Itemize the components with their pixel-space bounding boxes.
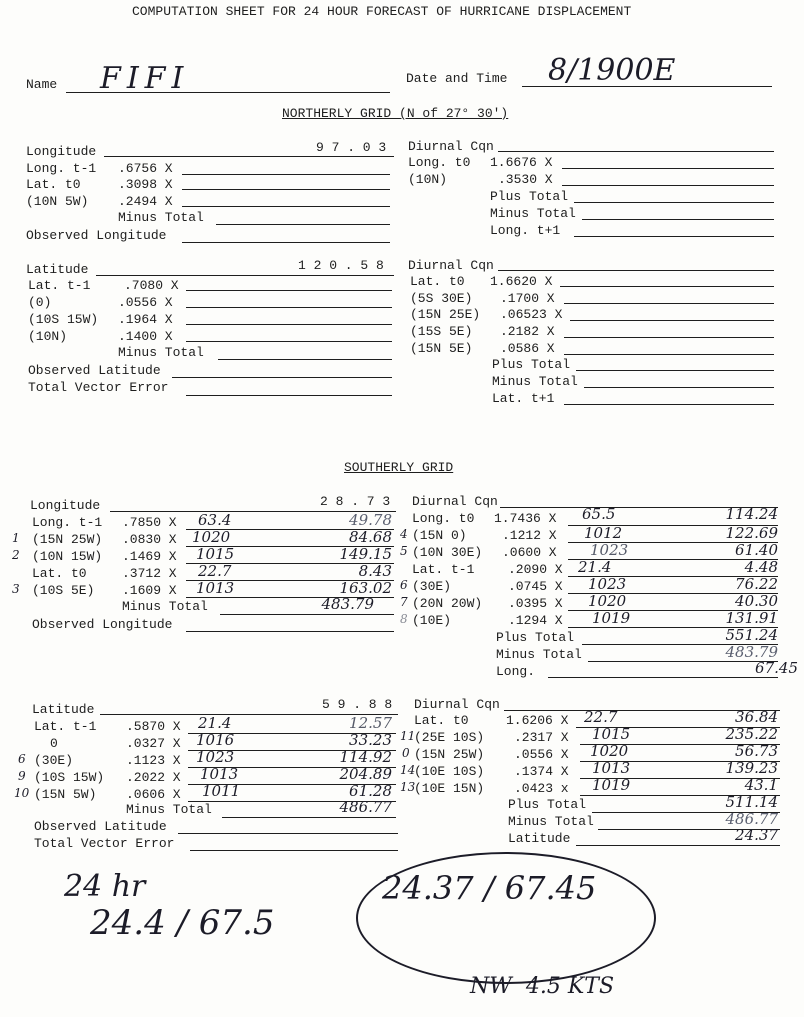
south-lat-diurnal-row-mark: 14 xyxy=(400,763,416,777)
south-lon-row-coef: .1469 X xyxy=(122,549,177,564)
south-lon-row-mark: 2 xyxy=(12,548,20,562)
north-lat-diurnal-minus-line xyxy=(584,387,774,388)
southerly-grid-title: SOUTHERLY GRID xyxy=(344,460,454,475)
north-lon-diurnal-label: Diurnal Cqn xyxy=(408,139,494,154)
south-lon-diurnal-row-mark: 5 xyxy=(400,544,408,558)
south-lat-row-mark: 10 xyxy=(14,786,30,800)
north-lat-row-label: (10S 15W) xyxy=(28,312,99,327)
south-lon-diurnal-row-mark: 7 xyxy=(400,595,408,609)
north-lon-row-label: (10N 5W) xyxy=(26,194,89,209)
south-lon-diurnal-plus-value: 551.24 xyxy=(725,626,778,644)
north-lat-diurnal-row-line xyxy=(564,303,774,304)
north-lat-diurnal-plus: Plus Total xyxy=(492,357,571,372)
south-lon-diurnal-row-result: 131.91 xyxy=(725,609,778,627)
south-lat-diurnal-latitude-value: 24.37 xyxy=(735,826,778,844)
north-lon-diurnal-row-label: Long. t0 xyxy=(408,155,471,170)
south-lon-row-coef: .1609 X xyxy=(122,583,177,598)
south-lon-row-label: (10N 15W) xyxy=(32,549,103,564)
south-lon-diurnal-row-coef: .0395 X xyxy=(508,596,563,611)
south-lon-row-input: 1020 xyxy=(192,528,231,546)
north-lat-diurnal-row-coef: 1.6620 X xyxy=(490,274,553,289)
note-forecast: 24.4 / 67.5 xyxy=(90,903,275,943)
south-lat-row-result: 114.92 xyxy=(339,748,392,766)
south-lon-diurnal-row-input: 1023 xyxy=(590,541,629,559)
south-lon-row-label: Lat. t0 xyxy=(32,566,87,581)
south-lat-row-input: 1011 xyxy=(202,782,241,800)
south-lon-diurnal-row-input: 21.4 xyxy=(578,558,612,576)
south-lon-diurnal-row-coef: .0745 X xyxy=(508,579,563,594)
south-tve-line xyxy=(190,850,398,851)
south-lat-diurnal-row-result: 139.23 xyxy=(725,759,778,777)
south-lon-diurnal-row-result: 114.24 xyxy=(725,505,778,523)
north-observed-longitude-line xyxy=(182,242,390,243)
north-lat-row-coef: .7080 X xyxy=(124,278,179,293)
north-lat-diurnal-lat-t1: Lat. t+1 xyxy=(492,391,555,406)
north-lat-row-label: (10N) xyxy=(28,329,68,344)
south-lat-row-result: 12.57 xyxy=(349,714,392,732)
north-lat-diurnal-row-coef: .06523 X xyxy=(500,307,563,322)
north-lat-diurnal-plus-line xyxy=(576,370,774,371)
north-lat-diurnal-row-label: (15N 25E) xyxy=(410,307,481,322)
south-lat-diurnal-row-coef: .0423 x xyxy=(514,781,569,796)
north-lat-diurnal-row-label: (15N 5E) xyxy=(410,341,473,356)
south-observed-longitude: Observed Longitude xyxy=(32,617,173,632)
north-lon-diurnal-long-t1-line xyxy=(574,236,774,237)
north-lat-diurnal-row-label: Lat. t0 xyxy=(410,274,465,289)
south-lat-diurnal-latitude-line xyxy=(576,845,780,846)
south-lon-row-coef: .0830 X xyxy=(122,532,177,547)
south-lon-diurnal-row-input: 65.5 xyxy=(582,505,616,523)
north-observed-latitude: Observed Latitude xyxy=(28,363,161,378)
south-total-vector-error: Total Vector Error xyxy=(34,836,175,851)
north-lon-row-line xyxy=(182,174,390,175)
north-lat-row-line xyxy=(186,341,392,342)
date-label: Date and Time xyxy=(406,71,508,86)
sheet-title: COMPUTATION SHEET FOR 24 HOUR FORECAST OF HURRICANE DISPLACEMENT xyxy=(132,4,632,19)
note-hours: 24 hr xyxy=(64,869,146,904)
south-lat-diurnal-row-input: 1020 xyxy=(590,742,629,760)
north-latitude-value: 1 2 0 . 5 8 xyxy=(298,258,384,273)
south-lon-row-mark: 3 xyxy=(12,582,20,596)
south-lat-diurnal-row-label: (10E 15N) xyxy=(414,781,485,796)
south-lat-diurnal-plus-value: 511.14 xyxy=(725,793,778,811)
south-observed-longitude-line xyxy=(186,631,394,632)
south-lon-diurnal-label: Diurnal Cqn xyxy=(412,494,498,509)
south-lat-row-label: 0 xyxy=(50,736,58,751)
south-lon-diurnal-row-input: 1020 xyxy=(588,592,627,610)
south-lon-diurnal-row-input: 1019 xyxy=(592,609,631,627)
south-lat-minus-total: Minus Total xyxy=(126,802,212,817)
south-lat-diurnal-row-result: 235.22 xyxy=(725,725,778,743)
north-lon-diurnal-row-line xyxy=(562,168,774,169)
north-lat-minus-line xyxy=(218,359,392,360)
north-lat-diurnal-row-coef: .1700 X xyxy=(500,291,555,306)
south-lat-row-result: 33.23 xyxy=(349,731,392,749)
south-lat-diurnal-row-coef: .0556 X xyxy=(514,747,569,762)
south-lon-row-coef: .7850 X xyxy=(122,515,177,530)
south-lon-diurnal-row-label: Lat. t-1 xyxy=(412,562,475,577)
name-label: Name xyxy=(26,77,58,92)
south-lon-row-mark: 1 xyxy=(12,531,20,545)
south-lon-diurnal-row-input: 1023 xyxy=(588,575,627,593)
north-lat-diurnal-label: Diurnal Cqn xyxy=(408,258,494,273)
south-lat-row-label: (15N 5W) xyxy=(34,787,97,802)
south-lon-diurnal-plus: Plus Total xyxy=(496,630,575,645)
north-lat-diurnal-row-coef: .0586 X xyxy=(500,341,555,356)
south-observed-latitude: Observed Latitude xyxy=(34,819,167,834)
south-lat-diurnal-plus: Plus Total xyxy=(508,797,587,812)
north-lat-diurnal-row-label: (5S 30E) xyxy=(410,291,473,306)
south-lat-row-coef: .5870 X xyxy=(126,719,181,734)
south-lat-row-mark: 9 xyxy=(18,769,26,783)
north-lat-diurnal-row-line xyxy=(564,337,774,338)
north-lat-diurnal-row-line xyxy=(564,354,774,355)
south-lon-diurnal-row-label: (10E) xyxy=(412,613,452,628)
south-lat-diurnal-row-label: (15N 25W) xyxy=(414,747,485,762)
north-latitude-line xyxy=(96,275,394,276)
south-lat-diurnal-row-result: 43.1 xyxy=(744,776,778,794)
north-lon-diurnal-row-label: (10N) xyxy=(408,172,448,187)
south-lat-row-input: 1013 xyxy=(200,765,239,783)
south-lon-diurnal-row-coef: .1212 X xyxy=(502,528,557,543)
south-lon-diurnal-row-result: 40.30 xyxy=(735,592,778,610)
north-lon-minus-total: Minus Total xyxy=(118,210,204,225)
north-longitude-value: 9 7 . 0 3 xyxy=(316,140,387,155)
south-lon-diurnal-long: Long. xyxy=(496,664,536,679)
north-lat-diurnal-row-line xyxy=(570,320,774,321)
north-latitude-label: Latitude xyxy=(26,262,89,277)
north-lon-row-line xyxy=(182,189,390,190)
south-lat-row-result: 61.28 xyxy=(349,782,392,800)
north-lon-diurnal-row-coef: .3530 X xyxy=(498,172,553,187)
south-lat-diurnal-row-input: 1013 xyxy=(592,759,631,777)
north-observed-longitude: Observed Longitude xyxy=(26,228,167,243)
south-lat-diurnal-minus: Minus Total xyxy=(508,814,594,829)
south-lat-minus-line xyxy=(222,817,396,818)
north-observed-latitude-line xyxy=(172,377,392,378)
north-lat-row-coef: .1964 X xyxy=(118,312,173,327)
north-lon-diurnal-minus-line xyxy=(582,219,774,220)
north-tve-line xyxy=(186,395,392,396)
south-lon-diurnal-row-coef: .2090 X xyxy=(508,562,563,577)
note-motion: NW 4.5 KTS xyxy=(470,974,615,999)
south-lon-diurnal-row-result: 4.48 xyxy=(744,558,778,576)
south-lat-row-coef: .1123 X xyxy=(126,753,181,768)
north-lon-row-label: Long. t-1 xyxy=(26,161,97,176)
south-lon-row-input: 22.7 xyxy=(198,562,232,580)
south-lat-diurnal-row-input: 22.7 xyxy=(584,708,618,726)
north-lat-row-coef: .1400 X xyxy=(118,329,173,344)
north-longitude-line xyxy=(104,156,394,157)
south-lon-diurnal-row-input: 1012 xyxy=(584,524,623,542)
south-lat-diurnal-row-result: 56.73 xyxy=(735,742,778,760)
north-lat-diurnal-line xyxy=(498,270,774,271)
north-lon-row-line xyxy=(182,206,390,207)
south-lon-diurnal-row-mark: 4 xyxy=(400,527,408,541)
north-lat-diurnal-row-coef: .2182 X xyxy=(500,324,555,339)
south-lat-diurnal-row-coef: 1.6206 X xyxy=(506,713,569,728)
south-lat-diurnal-latitude: Latitude xyxy=(508,831,571,846)
date-value: 8/1900E xyxy=(548,53,676,88)
north-lon-row-coef: .3098 X xyxy=(118,177,173,192)
south-lon-row-label: Long. t-1 xyxy=(32,515,103,530)
south-lat-row-coef: .0606 X xyxy=(126,787,181,802)
south-lat-diurnal-row-label: (25E 10S) xyxy=(414,730,485,745)
south-longitude-value: 2 8 . 7 3 xyxy=(320,494,391,509)
north-lat-row-line xyxy=(186,324,392,325)
south-lat-row-label: (30E) xyxy=(34,753,74,768)
south-lat-row-label: (10S 15W) xyxy=(34,770,105,785)
south-lon-diurnal-row-mark: 6 xyxy=(400,578,408,592)
south-lat-minus-value: 486.77 xyxy=(339,798,392,816)
north-lon-diurnal-plus-line xyxy=(574,202,774,203)
north-lat-minus-total: Minus Total xyxy=(118,345,204,360)
north-lon-row-label: Lat. t0 xyxy=(26,177,81,192)
north-total-vector-error: Total Vector Error xyxy=(28,380,169,395)
south-lat-row-input: 1023 xyxy=(196,748,235,766)
north-lat-row-label: (0) xyxy=(28,295,52,310)
south-lat-diurnal-row-input: 1019 xyxy=(592,776,631,794)
south-lat-diurnal-row-label: (10E 10S) xyxy=(414,764,485,779)
northerly-grid-title: NORTHERLY GRID (N of 27° 30') xyxy=(282,106,509,121)
south-lat-diurnal-minus-value: 486.77 xyxy=(725,810,778,828)
north-lat-row-label: Lat. t-1 xyxy=(28,278,91,293)
south-lon-minus-total: Minus Total xyxy=(122,599,208,614)
north-lat-row-line xyxy=(186,290,392,291)
north-lat-diurnal-row-label: (15S 5E) xyxy=(410,324,473,339)
south-lon-diurnal-row-coef: .1294 X xyxy=(508,613,563,628)
south-lon-diurnal-row-coef: .0600 X xyxy=(502,545,557,560)
south-latitude-label: Latitude xyxy=(32,702,95,717)
north-lat-row-coef: .0556 X xyxy=(118,295,173,310)
south-lat-row-input: 1016 xyxy=(196,731,235,749)
south-lat-row-label: Lat. t-1 xyxy=(34,719,97,734)
north-lat-diurnal-lat-t1-line xyxy=(564,404,774,405)
south-lon-row-result: 163.02 xyxy=(339,579,392,597)
south-lat-diurnal-row-result: 36.84 xyxy=(735,708,778,726)
north-lon-diurnal-plus: Plus Total xyxy=(490,189,569,204)
south-lat-diurnal-row-label: Lat. t0 xyxy=(414,713,469,728)
south-lat-row-mark: 6 xyxy=(18,752,26,766)
south-lon-diurnal-row-label: (20N 20W) xyxy=(412,596,483,611)
south-lat-row-coef: .0327 X xyxy=(126,736,181,751)
south-lat-diurnal-label: Diurnal Cqn xyxy=(414,697,500,712)
south-lon-row-result: 84.68 xyxy=(349,528,392,546)
north-lat-diurnal-row-line xyxy=(560,286,774,287)
south-lon-diurnal-row-result: 122.69 xyxy=(725,524,778,542)
north-lon-diurnal-minus: Minus Total xyxy=(490,206,576,221)
south-lon-row-input: 1015 xyxy=(196,545,235,563)
south-lon-diurnal-row-result: 61.40 xyxy=(735,541,778,559)
south-observed-latitude-line xyxy=(178,833,398,834)
south-latitude-value: 5 9 . 8 8 xyxy=(322,697,393,712)
south-lon-minus-line xyxy=(220,614,394,615)
south-lat-diurnal-row-mark: 11 xyxy=(400,729,416,743)
north-lon-diurnal-row-line xyxy=(562,185,774,186)
south-lat-diurnal-row-input: 1015 xyxy=(592,725,631,743)
north-lat-row-line xyxy=(186,307,392,308)
south-lon-row-input: 63.4 xyxy=(198,511,232,529)
south-lat-diurnal-row-coef: .1374 X xyxy=(514,764,569,779)
north-lon-row-coef: .2494 X xyxy=(118,194,173,209)
name-value: FIFI xyxy=(100,61,190,96)
south-lon-diurnal-minus: Minus Total xyxy=(496,647,582,662)
south-lat-diurnal-row-mark: 13 xyxy=(400,780,416,794)
north-lon-diurnal-row-coef: 1.6676 X xyxy=(490,155,553,170)
south-lon-diurnal-row-label: Long. t0 xyxy=(412,511,475,526)
south-lon-diurnal-row-mark: 8 xyxy=(400,612,408,626)
north-lon-minus-line xyxy=(216,224,390,225)
south-lon-row-result: 8.43 xyxy=(358,562,392,580)
north-lon-diurnal-line xyxy=(498,151,774,152)
south-lon-diurnal-row-coef: 1.7436 X xyxy=(494,511,557,526)
south-lat-row-coef: .2022 X xyxy=(126,770,181,785)
south-lon-row-label: (15N 25W) xyxy=(32,532,103,547)
north-lat-diurnal-minus: Minus Total xyxy=(492,374,578,389)
south-lon-row-coef: .3712 X xyxy=(122,566,177,581)
south-lon-diurnal-row-label: (30E) xyxy=(412,579,452,594)
north-longitude-label: Longitude xyxy=(26,144,97,159)
note-result: 24.37 / 67.45 xyxy=(382,869,597,907)
south-lon-diurnal-long-line xyxy=(548,677,778,678)
south-lon-diurnal-row-result: 76.22 xyxy=(735,575,778,593)
south-lat-row-input: 21.4 xyxy=(198,714,232,732)
south-lon-diurnal-long-value: 67.45 xyxy=(755,659,798,677)
north-lon-row-coef: .6756 X xyxy=(118,161,173,176)
south-lon-diurnal-row-label: (10N 30E) xyxy=(412,545,483,560)
south-longitude-label: Longitude xyxy=(30,498,101,513)
south-lon-diurnal-row-label: (15N 0) xyxy=(412,528,467,543)
south-lat-row-result: 204.89 xyxy=(339,765,392,783)
south-lon-row-input: 1013 xyxy=(196,579,235,597)
north-lon-diurnal-long-t1: Long. t+1 xyxy=(490,223,561,238)
south-lon-row-result: 49.78 xyxy=(349,511,392,529)
south-lon-diurnal-minus-value: 483.79 xyxy=(725,643,778,661)
south-lat-diurnal-row-mark: 0 xyxy=(402,746,410,760)
south-lon-row-result: 149.15 xyxy=(339,545,392,563)
south-lon-minus-value: 483.79 xyxy=(321,595,374,613)
south-lon-row-label: (10S 5E) xyxy=(32,583,95,598)
south-lat-diurnal-row-coef: .2317 X xyxy=(514,730,569,745)
